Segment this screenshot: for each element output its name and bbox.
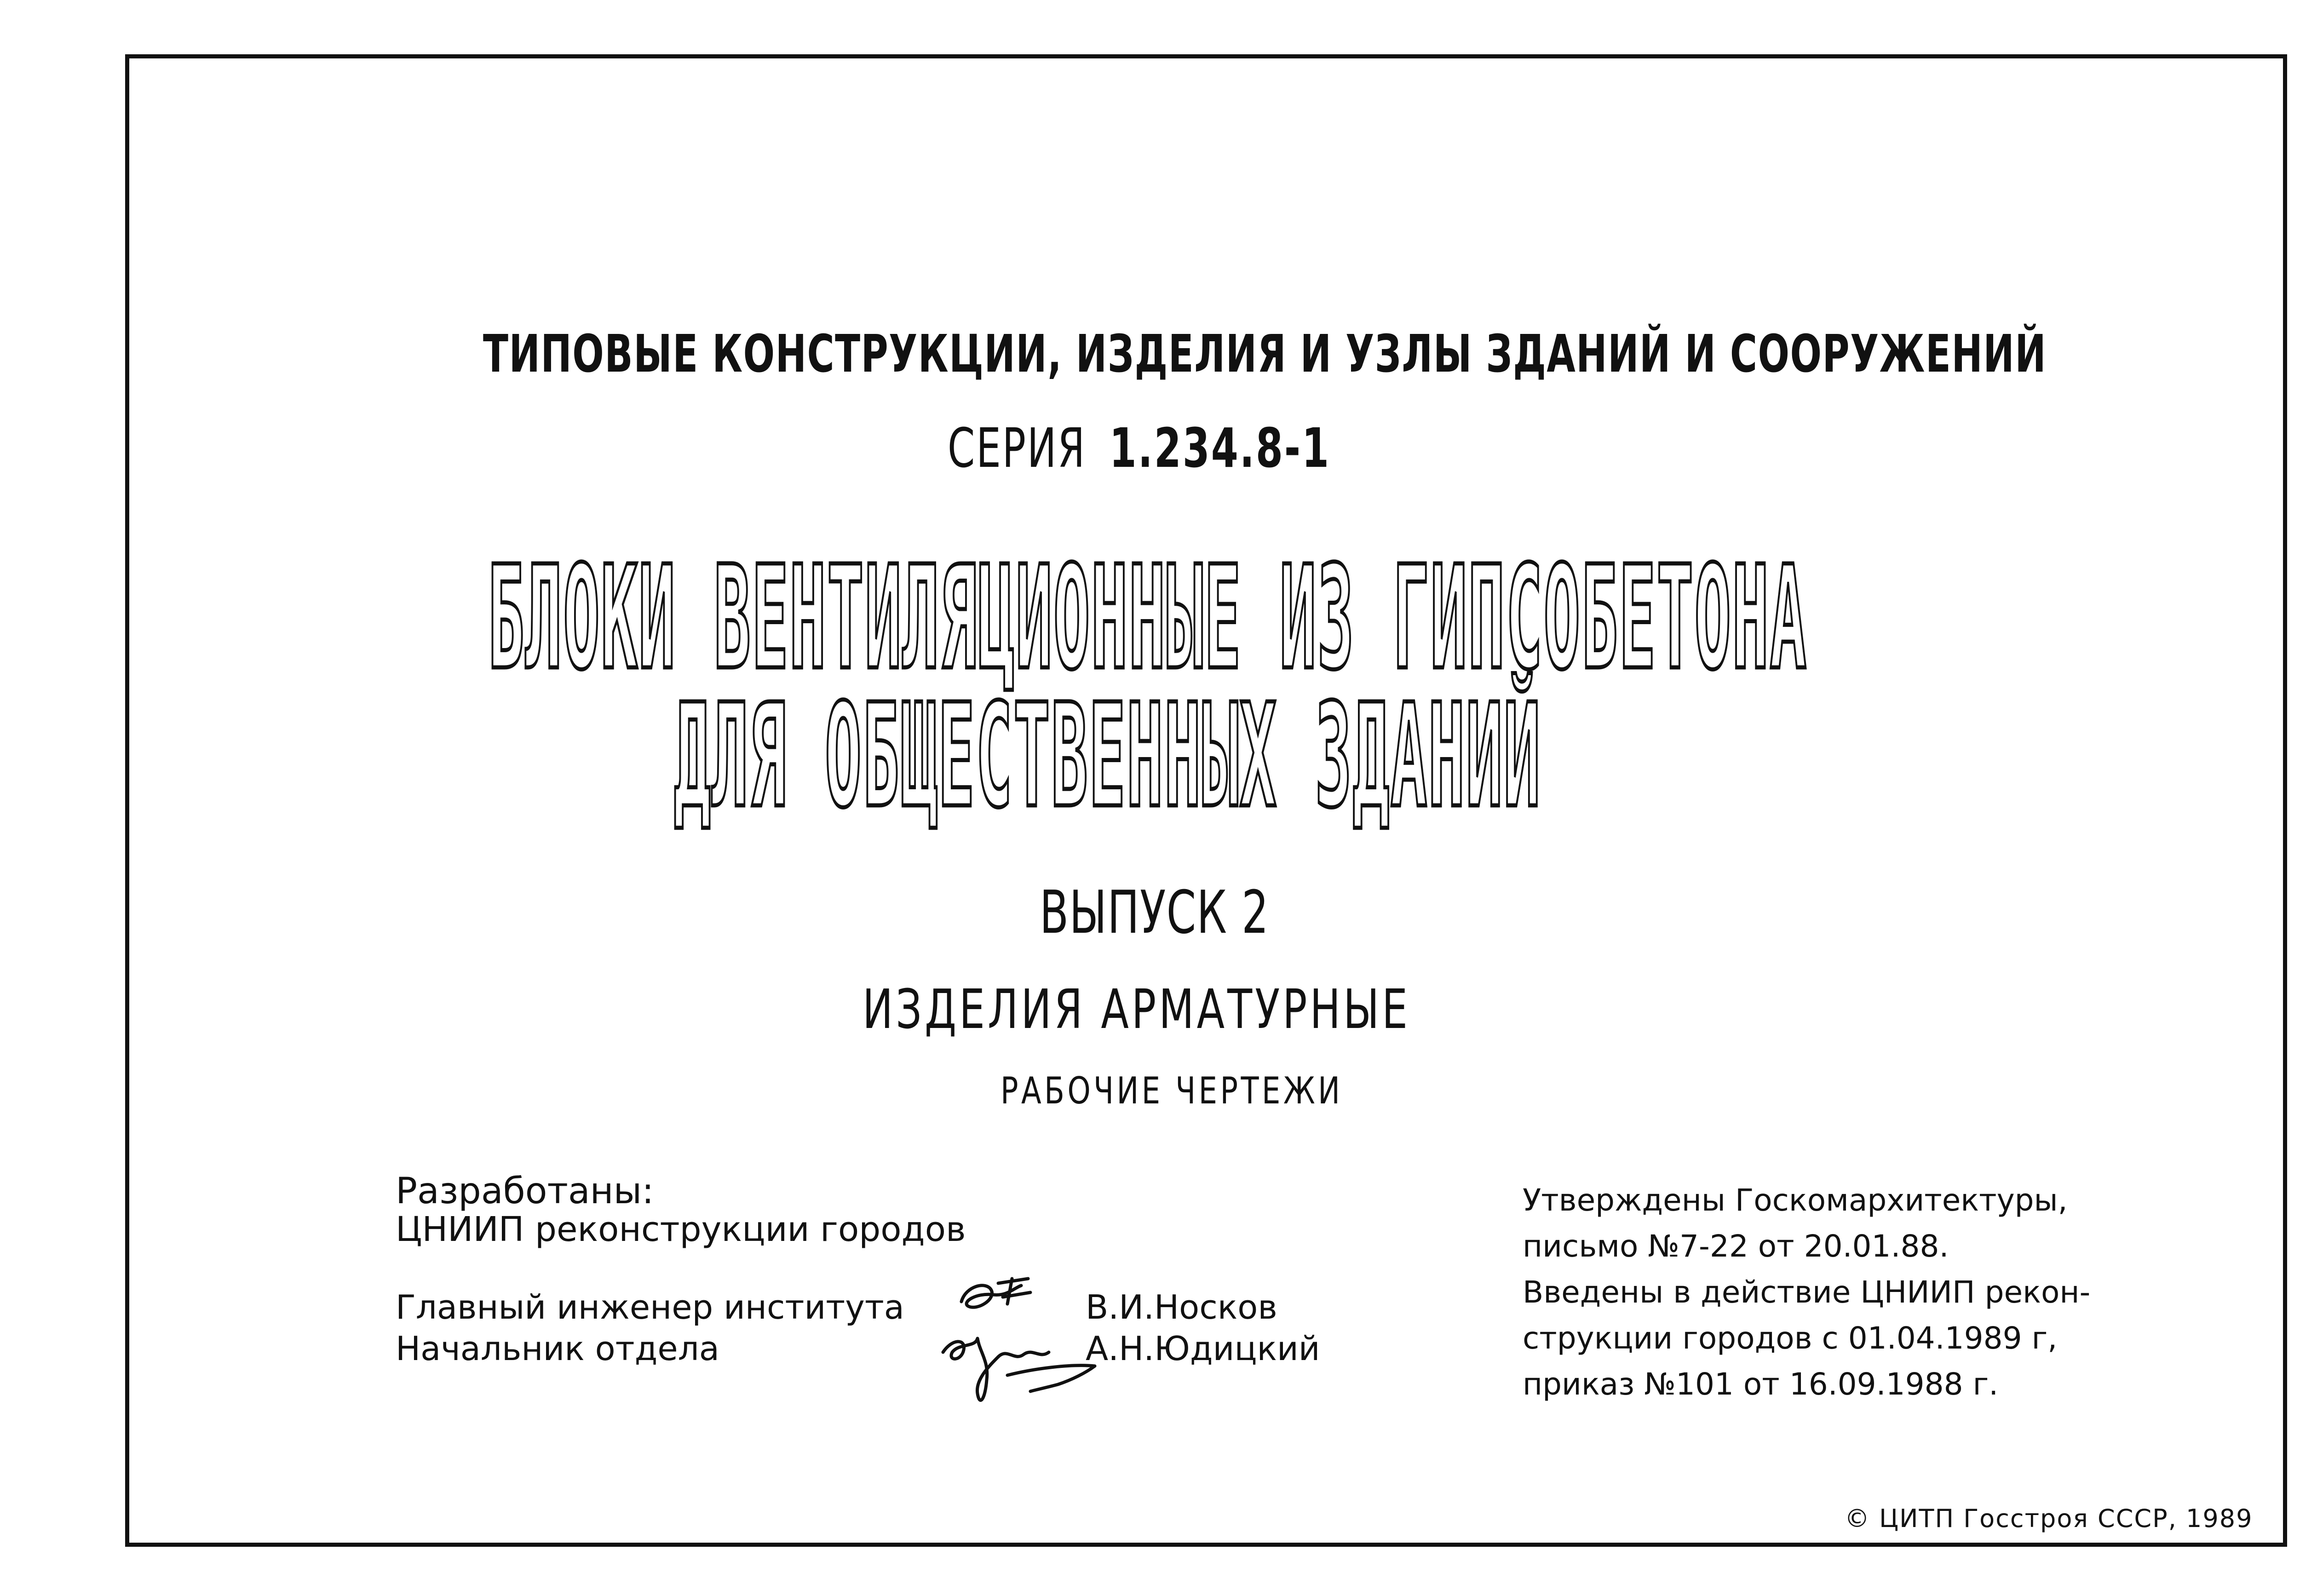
- main-title-line-2: ДЛЯ ОБЩЕСТВЕННЫХ ЗДАНИЙ: [674, 673, 1541, 839]
- signature-1: [961, 1279, 1030, 1307]
- series-line: [948, 416, 1330, 480]
- approval-line-1: Утверждены Госкомархитектуры,: [1523, 1183, 2068, 1218]
- main-title: [488, 535, 2300, 839]
- series-number: 1.234.8-1: [1109, 416, 1331, 480]
- signatory-role-1: Главный инженер института: [396, 1288, 904, 1326]
- approval-line-3: Введены в действие ЦНИИП рекон-: [1523, 1275, 2091, 1310]
- approval-line-2: письмо №7-22 от 20.01.88.: [1523, 1229, 1949, 1264]
- signatory-name-2: А.Н.Юдицкий: [1086, 1329, 1320, 1368]
- copyright-notice: © ЦИТП Госстроя СССР, 1989: [1845, 1504, 2253, 1533]
- collection-title: ТИПОВЫЕ КОНСТРУКЦИИ, ИЗДЕЛИЯ И УЗЛЫ ЗДАНИЙ И СООРУЖЕНИЙ: [483, 324, 2047, 384]
- series-label: СЕРИЯ: [948, 416, 1087, 480]
- approval-line-4: струкции городов с 01.04.1989 г,: [1523, 1320, 2058, 1356]
- handwritten-signatures: [934, 1269, 1109, 1417]
- developer-organization: ЦНИИП реконструкции городов: [396, 1210, 966, 1249]
- developer-label: Разработаны:: [396, 1171, 654, 1212]
- approval-block: [1523, 1177, 2090, 1407]
- signature-2: [943, 1338, 1095, 1400]
- issue-subject: ИЗДЕЛИЯ АРМАТУРНЫЕ: [862, 977, 1411, 1041]
- document-type: РАБОЧИЕ ЧЕРТЕЖИ: [1000, 1069, 1343, 1112]
- signatory-name-1: В.И.Носков: [1086, 1288, 1277, 1326]
- main-title-line-1: БЛОКИ ВЕНТИЛЯЦИОННЫЕ ИЗ ГИПСОБЕТОНА: [488, 535, 1808, 701]
- issue-label: ВЫПУСК 2: [1040, 878, 1270, 947]
- signatory-role-2: Начальник отдела: [396, 1329, 719, 1368]
- approval-line-5: приказ №101 от 16.09.1988 г.: [1523, 1366, 1999, 1402]
